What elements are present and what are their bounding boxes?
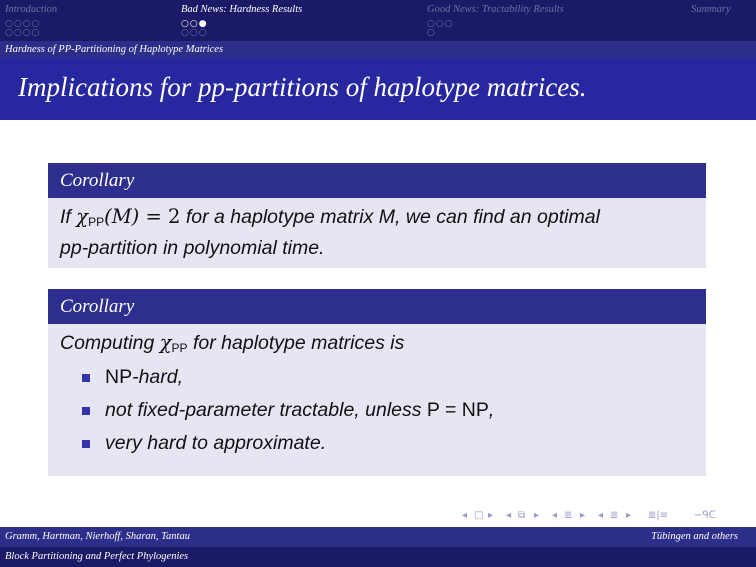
text-hard-approx: very hard to approximate. [105, 432, 327, 454]
footer-talk-title: Block Partitioning and Perfect Phylogenies [5, 551, 189, 562]
nav-prev-section-icon[interactable]: ◂ [552, 510, 558, 521]
footer-title-bar [0, 547, 756, 567]
corollary-block-1 [48, 163, 706, 268]
subsection-bar [0, 41, 756, 58]
value-two: 2 [168, 205, 181, 228]
nav-search-icon[interactable]: ∽ᑫᑕ [694, 510, 716, 521]
corollary-heading-2: Corollary [48, 289, 706, 324]
corollary-body-2 [48, 324, 706, 476]
nav-section-bad-news[interactable]: Bad News: Hardness Results [181, 4, 303, 15]
nav-dots-introduction-row1[interactable]: ○○○○ [5, 19, 41, 29]
nav-dots-good-news-row1[interactable]: ○○○ [427, 19, 454, 29]
text-comma: , [488, 399, 495, 421]
nav-subsection-icon[interactable]: ⧉ [518, 510, 526, 521]
section-navigation-bar [0, 0, 756, 41]
corollary-1-line-2: pp-partition in polynomial time. [60, 237, 325, 259]
nav-next-section-icon[interactable]: ▸ [580, 510, 586, 521]
subsection-title: Hardness of PP-Partitioning of Haplotype Matrices [5, 44, 224, 55]
corollary-2-intro [60, 330, 694, 361]
frame-title-bar [0, 58, 756, 120]
chi-subscript-2: PP [171, 341, 188, 355]
text-computing: Computing [60, 332, 160, 354]
text-np: NP [105, 366, 133, 388]
corollary-body-1 [48, 198, 706, 268]
footer-author-bar [0, 527, 756, 547]
nav-next-frame-icon[interactable]: ▸ [488, 510, 494, 521]
nav-frame-icon[interactable]: □ [474, 510, 484, 521]
list-item [60, 427, 694, 460]
corollary-1-line-1 [60, 204, 694, 235]
nav-section-icon[interactable]: ≣ [564, 510, 573, 521]
bullet-icon [82, 374, 90, 382]
list-item [60, 361, 694, 394]
nav-section-good-news[interactable]: Good News: Tractability Results [427, 4, 564, 15]
nav-prev-frame-icon[interactable]: ◂ [462, 510, 468, 521]
bullet-icon [82, 407, 90, 415]
corollary-block-2 [48, 289, 706, 476]
chi-subscript: PP [88, 215, 105, 229]
nav-next-part-icon[interactable]: ▸ [626, 510, 632, 521]
corollary-heading-1: Corollary [48, 163, 706, 198]
chi-symbol-2: χ [159, 331, 172, 354]
text-hard: -hard, [132, 366, 184, 388]
nav-dots-bad-news-row2[interactable]: ○○○ [181, 28, 208, 38]
text-haplotype-clause: for a haplotype matrix M, we can find an optimal [180, 206, 600, 228]
nav-section-introduction[interactable]: Introduction [5, 4, 58, 15]
text-p-equals-np: P = NP [426, 399, 489, 421]
nav-dots-good-news-row2[interactable]: ○ [427, 28, 436, 38]
nav-prev-part-icon[interactable]: ◂ [598, 510, 604, 521]
nav-dots-introduction-row2[interactable]: ○○○○ [5, 28, 41, 38]
corollary-2-list [60, 361, 694, 460]
chi-symbol: χ [76, 205, 89, 228]
footer-authors: Gramm, Hartman, Nierhoff, Sharan, Tantau [5, 531, 190, 542]
nav-align-icon[interactable]: ≣|≡ [648, 510, 669, 521]
footer-institution: Tübingen and others [651, 531, 738, 542]
slide-title: Implications for pp-partitions of haplotype matrices. [18, 72, 587, 102]
nav-part-icon[interactable]: ≣ [610, 510, 619, 521]
chi-argument: (M) = [104, 205, 169, 228]
text-for-haplotype: for haplotype matrices is [187, 332, 405, 354]
text-not-fpt: not fixed-parameter tractable, unless [105, 399, 427, 421]
bullet-icon [82, 440, 90, 448]
nav-section-summary[interactable]: Summary [691, 4, 731, 15]
beamer-navigation-symbols [462, 510, 750, 522]
nav-dots-bad-news-row1[interactable]: ○○● [181, 19, 208, 29]
list-item [60, 394, 694, 427]
nav-prev-subsection-icon[interactable]: ◂ [506, 510, 512, 521]
nav-next-subsection-icon[interactable]: ▸ [534, 510, 540, 521]
text-if: If [60, 206, 77, 228]
